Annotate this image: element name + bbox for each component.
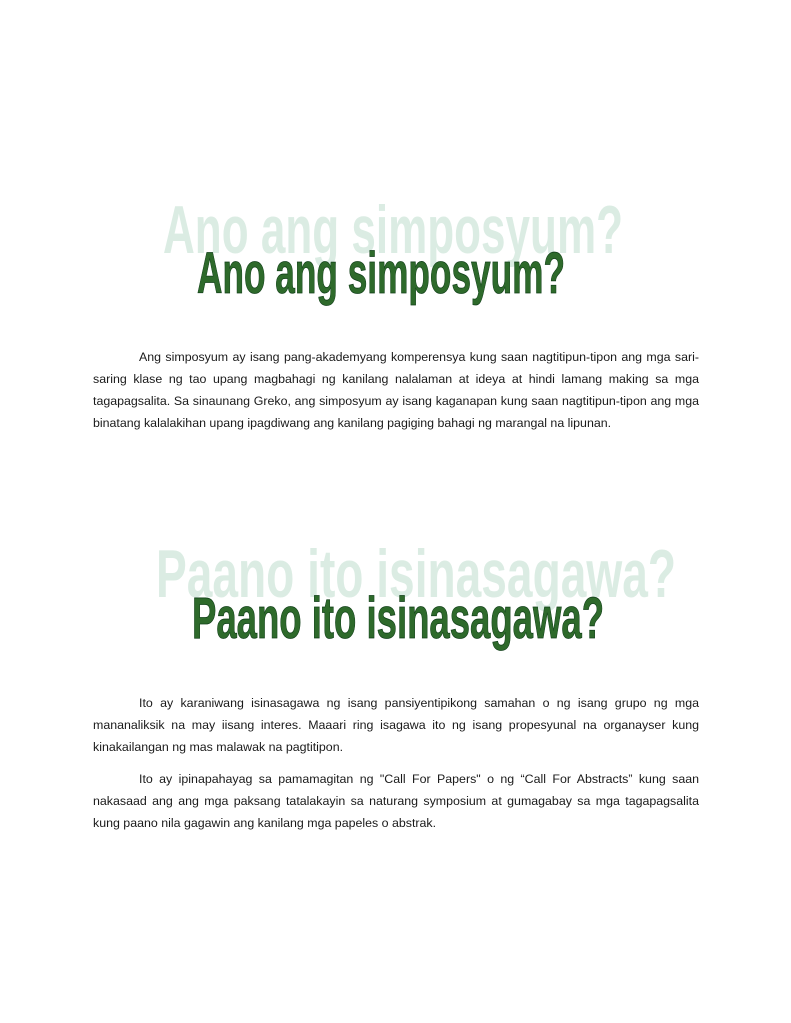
section-1-heading-art bbox=[0, 190, 791, 310]
section-2-paragraph-2: Ito ay ipinapahayag sa pamamagitan ng "Call For Papers" o ng “Call For Abstracts” kung saan nakasaad ang ang mga paksang tatalakayin sa naturang symposium at gumagabay sa mga tagapagsalita kung paano nila gagawin ang kanilang mga papeles o abstrak. bbox=[93, 772, 699, 830]
section-2-paragraph-1: Ito ay karaniwang isinasagawa ng isang pansiyentipikong samahan o ng isang grupo ng mga mananaliksik na may iisang interes. Maaari ring isagawa ito ng isang propesyunal na organayser kung kinakailangan ng mas malawak na pagtitipon. bbox=[93, 696, 699, 754]
section-1-heading bbox=[0, 190, 791, 310]
section-2-heading-text: Paano ito isinasagawa? bbox=[192, 586, 604, 651]
section-2-heading-art bbox=[0, 532, 791, 652]
section-1-paragraph-1: Ang simposyum ay isang pang-akademyang komperensya kung saan nagtitipun-tipon ang mga sari-saring klase ng tao upang magbahagi ng kanilang nalalaman at ideya at hindi lamang making sa mga tagapagsalita. Sa sinaunang Greko, ang simposyum ay isang kaganapan kung saan nagtitipun-tipon ang mga binatang kalalakihan upang ipagdiwang ang kanilang pagiging bahagi ng marangal na lipunan. bbox=[93, 350, 699, 430]
section-2-heading bbox=[0, 532, 791, 652]
section-1-heading-shadow: Ano ang simposyum? bbox=[163, 192, 623, 268]
section-2-heading-shadow: Paano ito isinasagawa? bbox=[156, 536, 676, 612]
section-1-heading-text: Ano ang simposyum? bbox=[197, 241, 565, 306]
